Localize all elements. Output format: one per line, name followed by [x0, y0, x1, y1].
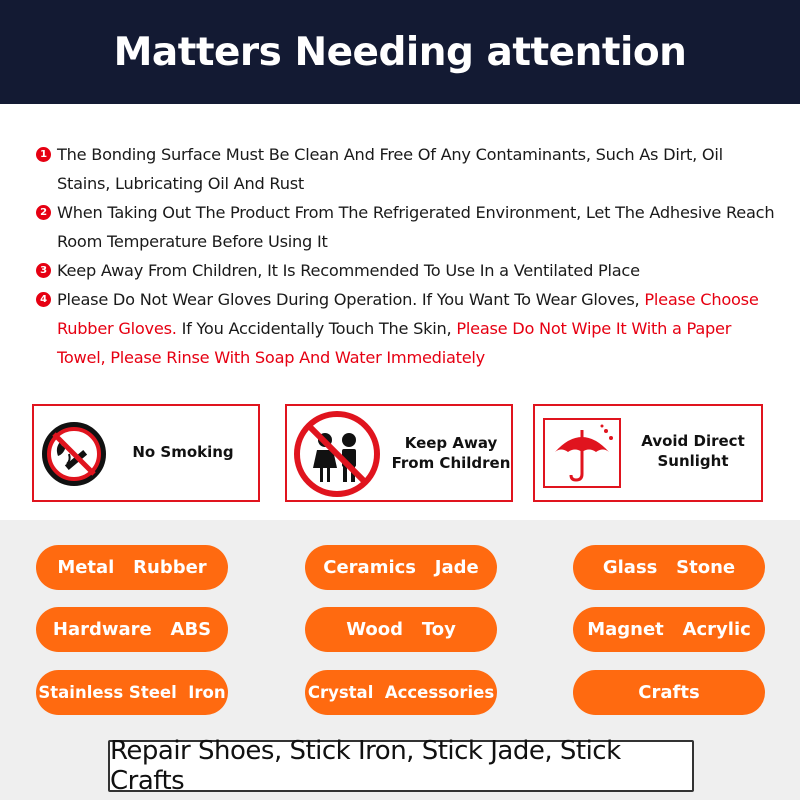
note-highlight: Please Choose Rubber Gloves. [57, 290, 759, 338]
material-pill: Metal Rubber [36, 545, 228, 590]
sign-label-line2: From Children [391, 454, 511, 472]
notes-list [36, 140, 776, 372]
keep-away-children-sign [285, 404, 513, 502]
umbrella-rain-icon [543, 418, 621, 488]
no-smoking-sign [32, 404, 260, 502]
note-text-part: If You Accidentally Touch The Skin, [181, 319, 452, 338]
note-text: Keep Away From Children, It Is Recommended To Use In a Ventilated Place [57, 261, 640, 280]
note-text-part: Please Do Not Wear Gloves During Operation. If You Want To Wear Gloves, [57, 290, 640, 309]
note-text: When Taking Out The Product From The Refrigerated Environment, Let The Adhesive Reach Room Temperature Before Using It [57, 203, 775, 251]
material-pill: Hardware ABS [36, 607, 228, 652]
header-banner [0, 0, 800, 104]
avoid-sunlight-sign [533, 404, 763, 502]
note-item-1 [36, 140, 776, 198]
material-pill: Glass Stone [573, 545, 765, 590]
number-badge: 4 [36, 292, 51, 307]
note-item-4 [36, 285, 776, 372]
note-highlight: Please Do Not Wipe It With a Paper Towel, Please Rinse With Soap And Water Immediately [57, 319, 732, 367]
material-pill: Crafts [573, 670, 765, 715]
tagline-text: Repair Shoes, Stick Iron, Stick Jade, Stick Crafts [110, 736, 621, 796]
number-badge: 1 [36, 147, 51, 162]
material-pill: Wood Toy [305, 607, 497, 652]
sign-label-line1: Keep Away [404, 434, 498, 452]
sign-label-line1: Avoid Direct [641, 432, 745, 450]
number-badge: 2 [36, 205, 51, 220]
material-pill: Stainless Steel Iron [36, 670, 228, 715]
sign-label-line2: Sunlight [657, 452, 729, 470]
tagline-box [108, 736, 694, 796]
no-children-icon [289, 410, 385, 498]
material-pill: Magnet Acrylic [573, 607, 765, 652]
note-text: The Bonding Surface Must Be Clean And Free Of Any Contaminants, Such As Dirt, Oil Stains, Lubricating Oil And Rust [57, 145, 723, 193]
material-pill: Crystal Accessories [305, 670, 497, 715]
number-badge: 3 [36, 263, 51, 278]
sign-label: No Smoking [132, 443, 234, 461]
note-item-2 [36, 198, 776, 256]
no-smoking-icon [40, 420, 108, 488]
page-title: Matters Needing attention [113, 29, 687, 75]
note-item-3 [36, 256, 776, 285]
material-pill: Ceramics Jade [305, 545, 497, 590]
